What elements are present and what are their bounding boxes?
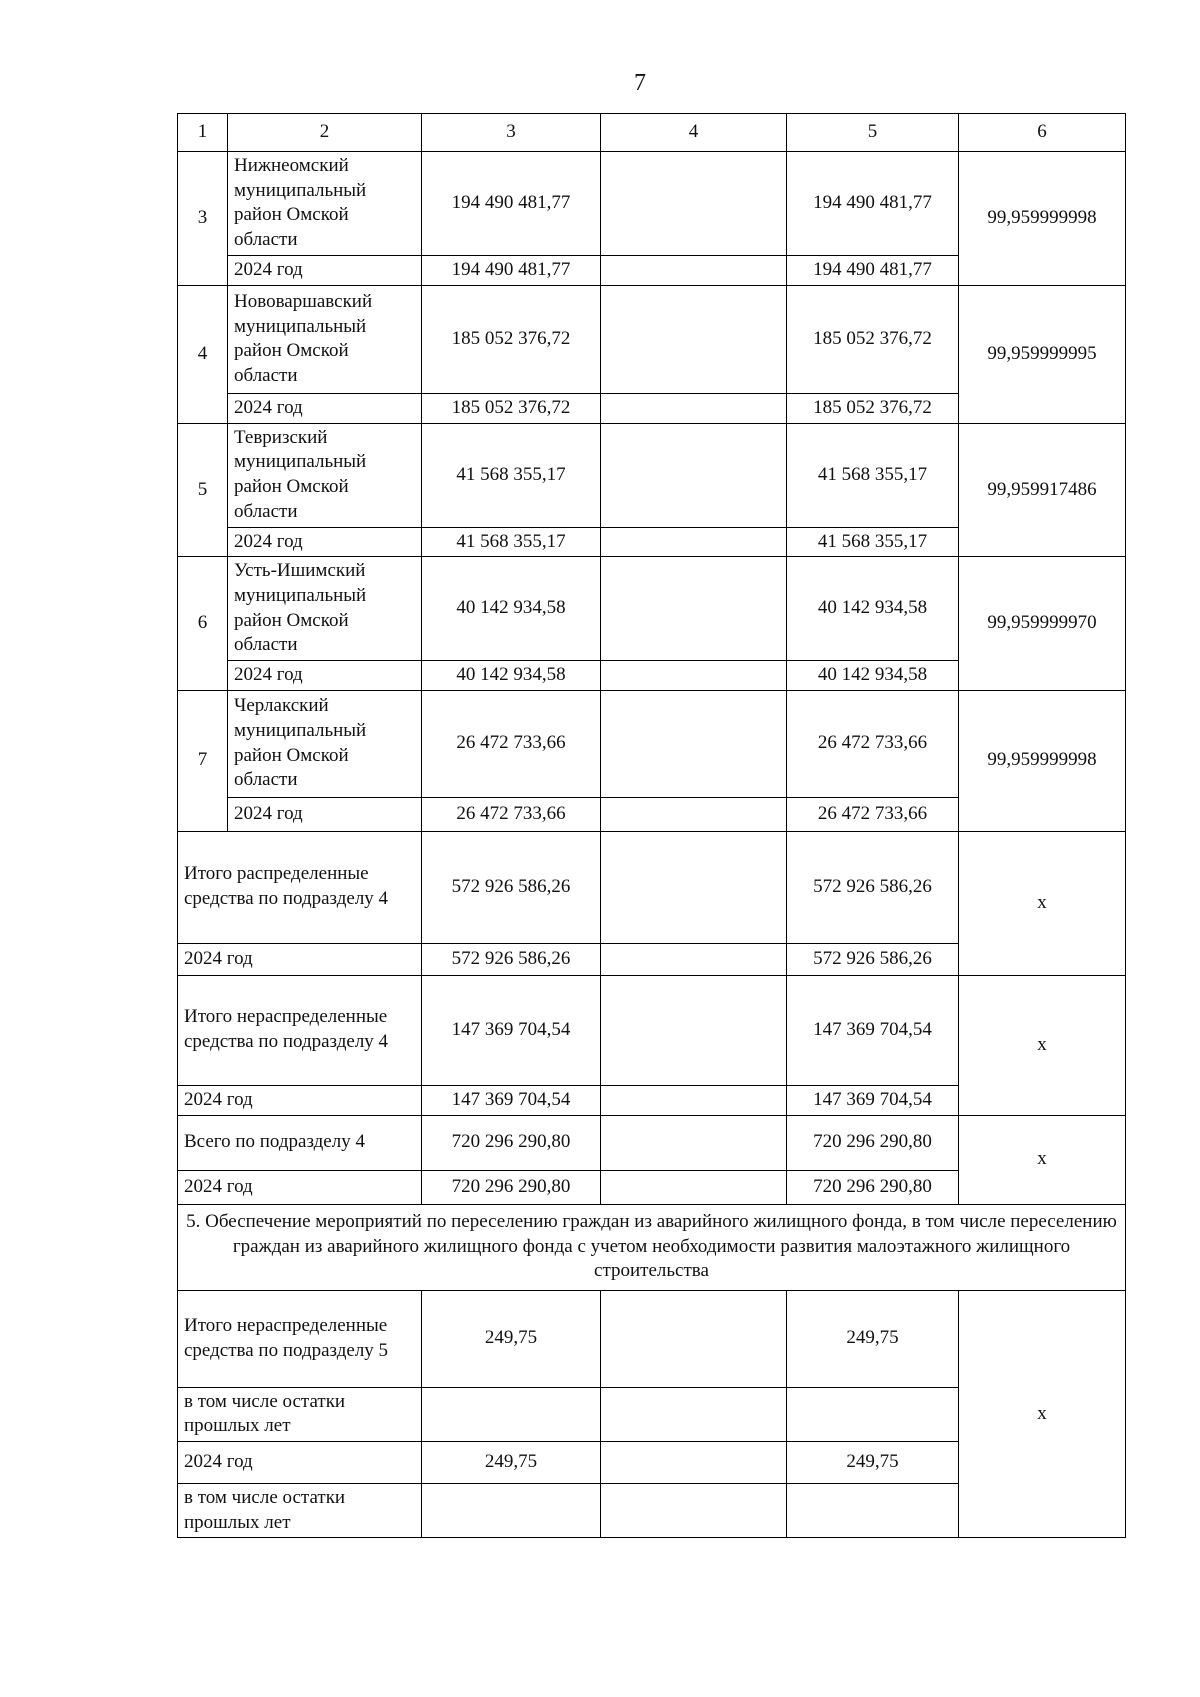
district-name: Усть-Ишимский муниципальный район Омской области: [228, 557, 422, 661]
total-col6: х: [959, 831, 1126, 975]
amount-col4: [601, 423, 787, 527]
row-number: 7: [178, 690, 228, 831]
section-5-label: Итого нераспределенные средства по подразделу 5: [178, 1290, 422, 1387]
total-year-col5: 572 926 586,26: [787, 943, 959, 975]
total-label: Итого распределенные средства по подразделу 4: [178, 831, 422, 943]
page-number: 7: [634, 70, 646, 96]
section-5-col3: [422, 1484, 601, 1538]
percent-col6: 99,959999998: [959, 152, 1126, 286]
row-number: 5: [178, 423, 228, 556]
amount-col5: 26 472 733,66: [787, 690, 959, 797]
section-5-col4: [601, 1484, 787, 1538]
year-amount-col5: 41 568 355,17: [787, 527, 959, 557]
header-cell: 3: [422, 114, 601, 152]
year-amount-col5: 185 052 376,72: [787, 393, 959, 423]
section-5-row: [178, 1290, 1126, 1387]
total-label: Всего по подразделу 4: [178, 1115, 422, 1170]
total-col4: [601, 831, 787, 943]
year-amount-col5: 26 472 733,66: [787, 797, 959, 831]
total-year-col3: 720 296 290,80: [422, 1170, 601, 1204]
total-col3: 572 926 586,26: [422, 831, 601, 943]
total-year-label: 2024 год: [178, 1170, 422, 1204]
amount-col3: 41 568 355,17: [422, 423, 601, 527]
year-label: 2024 год: [228, 527, 422, 557]
row-number: 3: [178, 152, 228, 286]
district-name: Нижнеомский муниципальный район Омской области: [228, 152, 422, 256]
section-5-label: в том числе остатки прошлых лет: [178, 1387, 422, 1441]
total-year-col4: [601, 943, 787, 975]
section-5-col5: [787, 1387, 959, 1441]
header-cell: 6: [959, 114, 1126, 152]
amount-col3: 26 472 733,66: [422, 690, 601, 797]
amount-col5: 185 052 376,72: [787, 285, 959, 393]
total-year-label: 2024 год: [178, 1085, 422, 1115]
header-cell: 1: [178, 114, 228, 152]
district-row: [178, 557, 1126, 661]
amount-col5: 194 490 481,77: [787, 152, 959, 256]
district-row: [178, 152, 1126, 256]
section-5-label: 2024 год: [178, 1442, 422, 1484]
amount-col4: [601, 557, 787, 661]
section-5-col3: 249,75: [422, 1442, 601, 1484]
total-year-col5: 147 369 704,54: [787, 1085, 959, 1115]
district-name: Черлакский муниципальный район Омской области: [228, 690, 422, 797]
row-number: 4: [178, 285, 228, 423]
district-row: [178, 423, 1126, 527]
section-5-label: в том числе остатки прошлых лет: [178, 1484, 422, 1538]
year-amount-col3: 194 490 481,77: [422, 255, 601, 285]
header-row: [178, 114, 1126, 152]
section-5-col4: [601, 1442, 787, 1484]
district-row: [178, 690, 1126, 797]
total-col5: 572 926 586,26: [787, 831, 959, 943]
header-cell: 5: [787, 114, 959, 152]
header-cell: 4: [601, 114, 787, 152]
year-amount-col4: [601, 797, 787, 831]
section-5-col3: 249,75: [422, 1290, 601, 1387]
percent-col6: 99,959999970: [959, 557, 1126, 690]
year-label: 2024 год: [228, 255, 422, 285]
section-5-heading-row: [178, 1204, 1126, 1290]
header-cell: 2: [228, 114, 422, 152]
year-amount-col3: 40 142 934,58: [422, 660, 601, 690]
year-label: 2024 год: [228, 797, 422, 831]
total-year-label: 2024 год: [178, 943, 422, 975]
section-5-col5: 249,75: [787, 1290, 959, 1387]
amount-col4: [601, 690, 787, 797]
amount-col5: 40 142 934,58: [787, 557, 959, 661]
allocation-table: [177, 113, 1126, 1538]
total-col6: х: [959, 1115, 1126, 1204]
total-year-col5: 720 296 290,80: [787, 1170, 959, 1204]
total-col5: 147 369 704,54: [787, 975, 959, 1085]
percent-col6: 99,959999995: [959, 285, 1126, 423]
amount-col5: 41 568 355,17: [787, 423, 959, 527]
amount-col3: 194 490 481,77: [422, 152, 601, 256]
year-amount-col4: [601, 527, 787, 557]
year-amount-col4: [601, 393, 787, 423]
section-5-col4: [601, 1290, 787, 1387]
year-amount-col4: [601, 660, 787, 690]
total-year-col4: [601, 1170, 787, 1204]
year-amount-col5: 40 142 934,58: [787, 660, 959, 690]
total-col4: [601, 975, 787, 1085]
total-label: Итого нераспределенные средства по подразделу 4: [178, 975, 422, 1085]
amount-col4: [601, 285, 787, 393]
year-amount-col3: 26 472 733,66: [422, 797, 601, 831]
total-col4: [601, 1115, 787, 1170]
year-amount-col5: 194 490 481,77: [787, 255, 959, 285]
amount-col3: 185 052 376,72: [422, 285, 601, 393]
amount-col3: 40 142 934,58: [422, 557, 601, 661]
section-5-col4: [601, 1387, 787, 1441]
row-number: 6: [178, 557, 228, 690]
year-amount-col4: [601, 255, 787, 285]
year-label: 2024 год: [228, 660, 422, 690]
total-col3: 720 296 290,80: [422, 1115, 601, 1170]
year-amount-col3: 185 052 376,72: [422, 393, 601, 423]
total-row: [178, 831, 1126, 943]
section-5-title: 5. Обеспечение мероприятий по переселению граждан из аварийного жилищного фонда, в том числе переселению граждан из аварийного жилищного фонда с учетом необходимости развития малоэтажного жилищного строительства: [178, 1204, 1126, 1290]
section-5-col5: 249,75: [787, 1442, 959, 1484]
total-col6: х: [959, 975, 1126, 1115]
section-5-col6: х: [959, 1290, 1126, 1538]
total-col5: 720 296 290,80: [787, 1115, 959, 1170]
district-name: Тевризский муниципальный район Омской области: [228, 423, 422, 527]
section-5-col5: [787, 1484, 959, 1538]
total-year-col4: [601, 1085, 787, 1115]
percent-col6: 99,959999998: [959, 690, 1126, 831]
percent-col6: 99,959917486: [959, 423, 1126, 556]
total-row: [178, 975, 1126, 1085]
total-year-col3: 572 926 586,26: [422, 943, 601, 975]
total-row: [178, 1115, 1126, 1170]
year-amount-col3: 41 568 355,17: [422, 527, 601, 557]
year-label: 2024 год: [228, 393, 422, 423]
amount-col4: [601, 152, 787, 256]
district-row: [178, 285, 1126, 393]
total-year-col3: 147 369 704,54: [422, 1085, 601, 1115]
section-5-col3: [422, 1387, 601, 1441]
district-name: Нововаршавский муниципальный район Омской области: [228, 285, 422, 393]
total-col3: 147 369 704,54: [422, 975, 601, 1085]
